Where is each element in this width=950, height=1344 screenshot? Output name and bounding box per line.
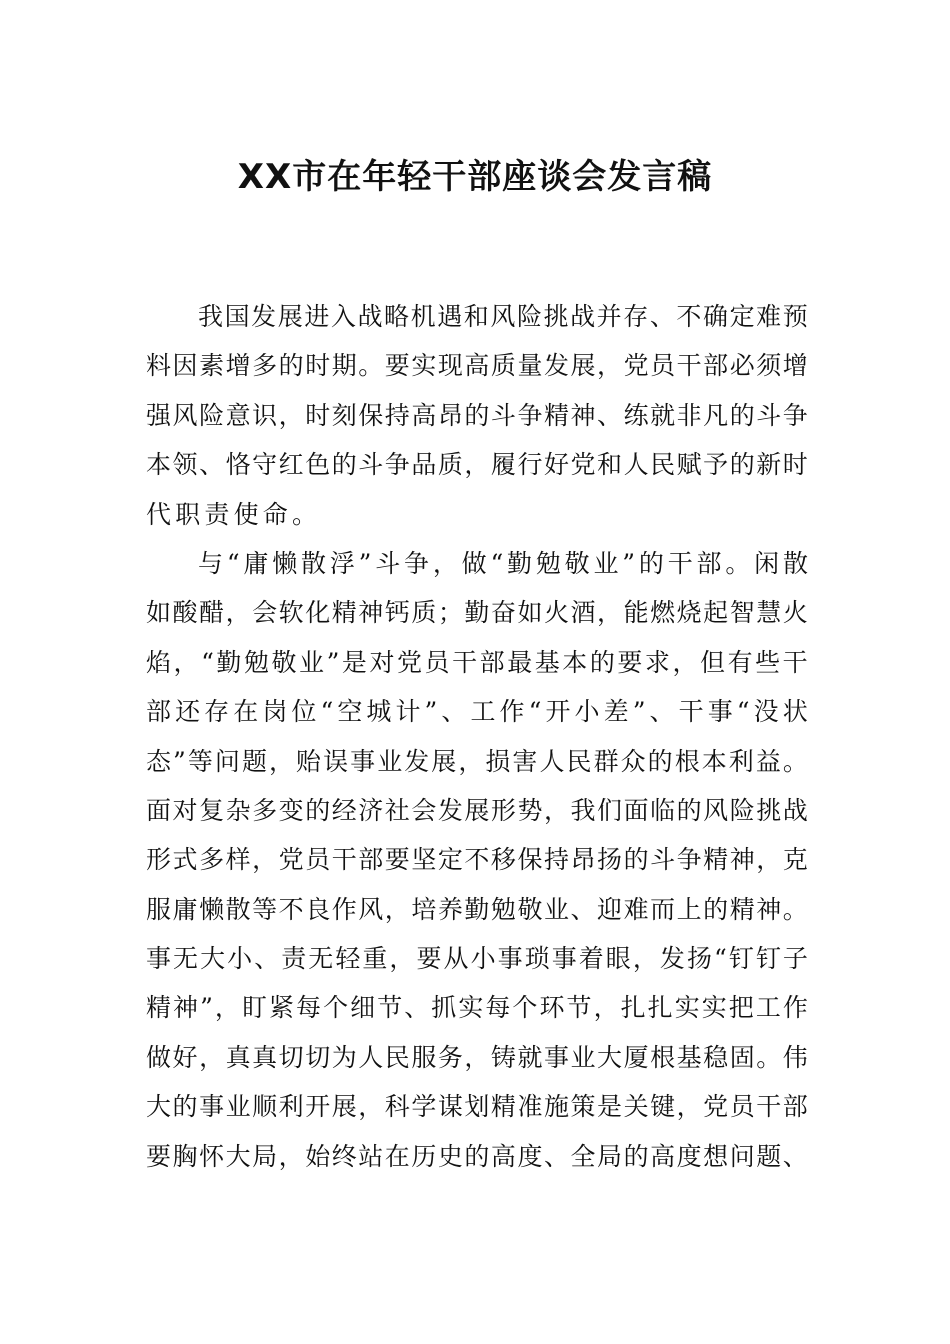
document-title: XX市在年轻干部座谈会发言稿 (237, 157, 713, 197)
text-line: 态 ” 等 问 题 ， 贻 误 事 业 发 展 ， 损 害 人 民 群 众 的 根 本 利 益 。 (146, 746, 808, 776)
text-line: 事 无 大 小 、 责 无 轻 重 ， 要 从 小 事 琐 事 着 眼 ， 发 扬 “ 钉 钉 子 (146, 944, 808, 974)
paragraph-1 (146, 292, 808, 539)
text-line: 要 胸 怀 大 局 ， 始 终 站 在 历 史 的 高 度 、 全 局 的 高 度 想 问 题 、 (146, 1141, 808, 1171)
text-line: 代职责使命。 (146, 499, 322, 529)
text-line: 形 式 多 样 ， 党 员 干 部 要 坚 定 不 移 保 持 昂 扬 的 斗 争 精 神 ， 克 (146, 845, 808, 875)
text-line: 服 庸 懒 散 等 不 良 作 风 ， 培 养 勤 勉 敬 业 、 迎 难 而 上 的 精 神 。 (146, 894, 808, 924)
text-line: 面 对 复 杂 多 变 的 经 济 社 会 发 展 形 势 ， 我 们 面 临 的 风 险 挑 战 (146, 795, 808, 825)
text-line: 焰 ， “ 勤 勉 敬 业 ” 是 对 党 员 干 部 最 基 本 的 要 求 ， 但 有 些 干 (146, 647, 808, 677)
text-line: 本 领 、 恪 守 红 色 的 斗 争 品 质 ， 履 行 好 党 和 人 民 赋 予 的 新 时 (146, 450, 808, 480)
paragraph-2 (146, 539, 808, 1181)
text-line: 精 神 ” ， 盯 紧 每 个 细 节 、 抓 实 每 个 环 节 ， 扎 扎 实 实 把 工 作 (146, 993, 808, 1023)
text-line: 做 好 ， 真 真 切 切 为 人 民 服 务 ， 铸 就 事 业 大 厦 根 基 稳 固 。 伟 (146, 1042, 808, 1072)
document-body (146, 292, 808, 1181)
text-line: 部 还 存 在 岗 位 “ 空 城 计 ” 、 工 作 “ 开 小 差 ” 、 干 事 “ 没 状 (146, 697, 808, 727)
text-line: 我 国 发 展 进 入 战 略 机 遇 和 风 险 挑 战 并 存 、 不 确 定 难 预 (198, 302, 808, 331)
text-line: 与 “ 庸 懒 散 浮 ” 斗 争 ， 做 “ 勤 勉 敬 业 ” 的 干 部 。 闲 散 (198, 548, 808, 578)
text-line: 如 酸 醋 ， 会 软 化 精 神 钙 质 ； 勤 奋 如 火 酒 ， 能 燃 烧 起 智 慧 火 (146, 598, 808, 628)
text-line: 料 因 素 增 多 的 时 期 。 要 实 现 高 质 量 发 展 ， 党 员 干 部 必 须 增 (146, 351, 808, 381)
text-line: 大 的 事 业 顺 利 开 展 ， 科 学 谋 划 精 准 施 策 是 关 键 ， 党 员 干 部 (146, 1092, 808, 1122)
text-line: 强 风 险 意 识 ， 时 刻 保 持 高 昂 的 斗 争 精 神 、 练 就 非 凡 的 斗 争 (146, 400, 808, 430)
